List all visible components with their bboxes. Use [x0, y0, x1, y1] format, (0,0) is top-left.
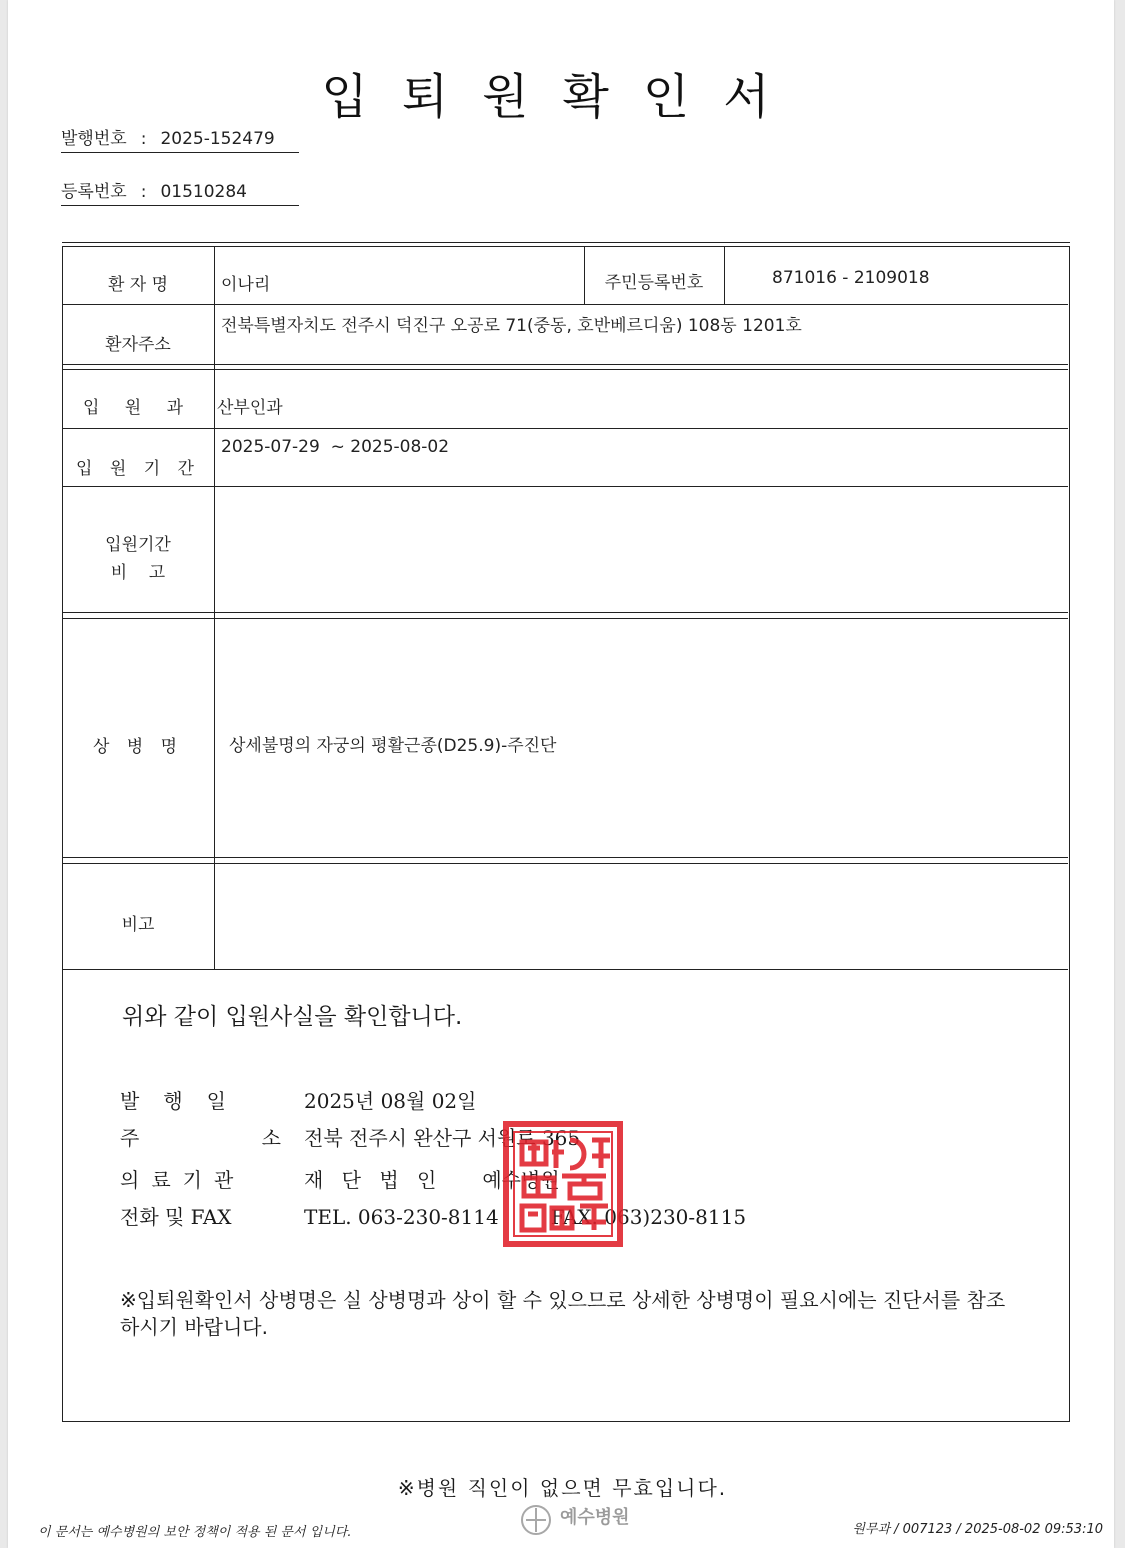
registration-number-value: 01510284	[160, 182, 247, 202]
rrn-label: 주민등록번호	[604, 273, 704, 293]
period-remark-label-line2: 비 고	[110, 563, 166, 583]
row-divider	[62, 428, 1068, 429]
issue-number-value: 2025-152479	[160, 129, 275, 149]
seal-notice: ※병원 직인이 없으면 무효입니다.	[397, 1476, 728, 1500]
issuer-address-value: 전북 전주시 완산구 서원로 365	[304, 1126, 581, 1150]
patient-address-value: 전북특별자치도 전주시 덕진구 오공로 71(중동, 호반베르디움) 108동 1201호	[221, 316, 802, 336]
issue-number-label: 발행번호	[61, 129, 127, 149]
institution-row	[120, 1164, 560, 1193]
institution-label: 의료기관	[120, 1168, 246, 1192]
admission-period-label: 입 원 기 간	[76, 459, 200, 479]
row-divider	[62, 969, 1068, 970]
row-divider	[62, 486, 1068, 487]
issue-date-label: 발행일	[120, 1089, 250, 1113]
issue-number-line	[61, 124, 299, 153]
table-top-double-line	[62, 242, 1070, 243]
issue-date-value: 2025년 08월 02일	[304, 1089, 477, 1113]
registration-number-line	[61, 177, 299, 206]
patient-name-label: 환 자 명	[107, 275, 169, 295]
department-label: 입 원 과	[82, 398, 194, 418]
label-column-divider	[214, 246, 215, 969]
hospital-seal-icon	[500, 1118, 626, 1250]
remark-label: 비고	[121, 915, 155, 935]
diagnosis-notice: ※입퇴원확인서 상병명은 실 상병명과 상이 할 수 있으므로 상세한 상병명이 필요시에는 진단서를 참조하시기 바랍니다.	[120, 1288, 1006, 1339]
fax-value: FAX. 063)230-8115	[550, 1205, 747, 1229]
department-value: 산부인과	[217, 398, 283, 418]
registration-number-label: 등록번호	[61, 182, 127, 202]
row-divider	[62, 863, 1068, 864]
issuer-address-label: 주 소	[120, 1126, 339, 1150]
patient-address-label: 환자주소	[105, 335, 171, 355]
registration-number-colon: :	[140, 182, 147, 202]
document-title: 입퇴원확인서	[321, 69, 804, 125]
diagnosis-label: 상 병 명	[92, 737, 184, 757]
row-divider	[62, 618, 1068, 619]
rrn-value: 871016 - 2109018	[772, 268, 930, 288]
phone-row	[120, 1201, 746, 1230]
confirmation-statement: 위와 같이 입원사실을 확인합니다.	[122, 1004, 463, 1030]
issue-stamp-footer: 원무과 / 007123 / 2025-08-02 09:53:10	[852, 1522, 1103, 1537]
security-footer-text: 이 문서는 예수병원의 보안 정책이 적용 된 문서 입니다.	[38, 1525, 352, 1540]
phone-label: 전화 및 FAX	[120, 1205, 232, 1229]
tel-value: TEL. 063-230-8114	[304, 1205, 499, 1229]
issue-date-row	[120, 1085, 476, 1114]
period-remark-label-line1: 입원기간	[105, 535, 171, 555]
admission-period-value: 2025-07-29 ~ 2025-08-02	[221, 437, 450, 457]
row-divider	[62, 612, 1068, 613]
diagnosis-value: 상세불명의 자궁의 평활근종(D25.9)-주진단	[229, 736, 557, 756]
institution-prefix: 재 단 법 인	[304, 1168, 443, 1192]
column-divider	[724, 246, 725, 304]
issue-number-colon: :	[140, 129, 147, 149]
institution-name: 예수병원	[482, 1168, 560, 1192]
row-divider	[62, 369, 1068, 370]
hospital-logo-text: 예수병원	[560, 1507, 630, 1528]
row-divider	[62, 304, 1068, 305]
row-divider	[62, 857, 1068, 858]
patient-name-value: 이나리	[221, 275, 271, 295]
row-divider	[62, 364, 1068, 365]
